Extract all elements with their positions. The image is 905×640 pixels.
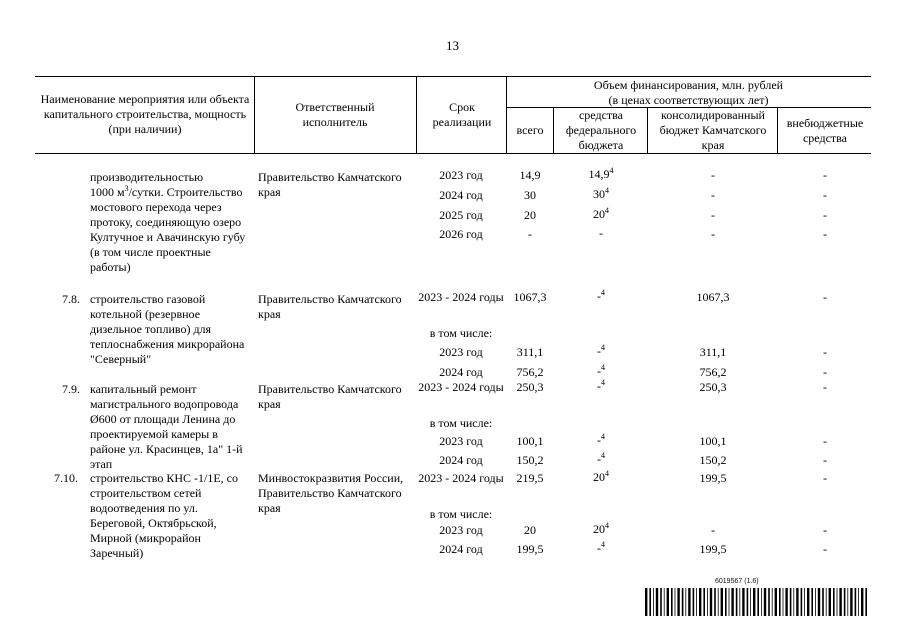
consolidated-cell-value: 150,2 [699,453,727,467]
term-cell-value: 2024 год [439,188,483,202]
barcode-bar [822,588,824,616]
total-cell-value: 20 [524,523,536,537]
term-cell [418,290,504,305]
consolidated-cell-value: - [711,168,715,182]
barcode-bar [783,588,784,616]
barcode-label: 6019567 (1.6) [715,578,759,585]
barcode-bar [837,588,838,616]
barcode-bar [707,588,708,616]
consolidated-cell-value: 756,2 [699,365,727,379]
superscript: 4 [601,343,605,352]
total-cell [507,208,553,223]
row-name-part: 1000 м [90,185,125,199]
federal-cell [556,167,646,182]
consolidated-cell-value: 199,5 [699,542,727,556]
consolidated-cell-value: 311,1 [699,345,727,359]
header-extrabudget: внебюджетные средства [786,116,864,145]
extrabudget-cell-value: - [823,208,827,222]
term-cell [418,453,504,468]
term-cell [418,168,504,183]
barcode-bar [847,588,848,616]
term-cell [418,542,504,557]
header-name: Наименование мероприятия или объекта капитального строительства, мощность (при наличии) [40,92,250,136]
barcode-bar [768,588,770,616]
header-vline-1 [254,76,255,154]
term-cell-value: в том числе: [429,416,493,430]
term-cell [418,227,504,242]
superscript: 4 [601,363,605,372]
extrabudget-cell-value: - [823,168,827,182]
extrabudget-cell-value: - [823,434,827,448]
consolidated-cell [650,380,776,395]
barcode-bar [796,588,798,616]
federal-cell [556,522,646,537]
term-cell-value: 2023 год [439,523,483,537]
barcode-bar [731,588,733,616]
row-name: капитальный ремонт магистрального водопровода Ø600 от площади Ленина до проектируемой камеры в районе ул. Красинцев, 1а" 1-й этап [90,382,243,471]
term-cell-value: 2024 год [439,453,483,467]
superscript: 4 [605,186,609,195]
barcode-bar [850,588,852,616]
term-cell [418,188,504,203]
term-cell [418,416,504,431]
total-cell [507,542,553,557]
table-top-border [35,76,871,77]
barcode-bar [839,588,841,616]
row-name-part: Строительство мостового перехода через протоку, соединяющую озеро Култучное и Авачинскую губу (в том числе проектные работы) [90,185,246,274]
extrabudget-cell-value: - [823,365,827,379]
total-cell-value: - [528,227,532,241]
term-cell-value: 2024 год [439,365,483,379]
consolidated-cell-value: 1067,3 [696,290,730,304]
total-cell-value: 150,2 [516,453,544,467]
barcode-bar [833,588,835,616]
row-name: строительство КНС -1/1Е, со строительством сетей водоотведения по ул. Береговой, Октябрьской, Мирной (микрорайон Заречный) [90,471,238,560]
term-cell-value: 2023 год [439,434,483,448]
federal-cell-value: - [597,364,601,378]
row-name-part: /сутки. [128,185,164,199]
extrabudget-cell-value: - [823,227,827,241]
barcode-bar [718,588,719,616]
row-name [90,170,250,275]
term-cell [418,523,504,538]
consolidated-cell-value: 100,1 [699,434,727,448]
header-total: всего [516,123,544,137]
header-responsible: Ответственный исполнитель [295,100,375,129]
term-cell [418,380,504,395]
term-cell-value: 2024 год [439,542,483,556]
federal-cell-value: - [597,379,601,393]
header-finance-line1: Объем финансирования, млн. рублей [593,78,784,92]
extrabudget-cell [780,290,870,305]
table-header-bottom-border [35,153,871,154]
total-cell [507,345,553,360]
barcode-bar [829,588,831,616]
term-cell-value: 2023 год [439,168,483,182]
federal-cell-value: - [597,452,601,466]
row-name-part: производительностью [90,170,204,184]
federal-cell [556,344,646,359]
header-finance-line2: (в ценах соответствующих лет) [608,93,769,107]
extrabudget-cell [780,453,870,468]
total-cell [507,380,553,395]
term-cell [418,434,504,449]
extrabudget-cell [780,542,870,557]
barcode-bar [753,588,755,616]
barcode-bar [742,588,744,616]
superscript: 4 [609,166,614,175]
extrabudget-cell-value: - [823,188,827,202]
barcode-bar [688,588,690,616]
consolidated-cell [650,471,776,486]
federal-cell-value: - [597,344,601,358]
federal-cell [556,470,646,485]
extrabudget-cell-value: - [823,523,827,537]
superscript: 4 [605,206,609,215]
total-cell-value: 756,2 [516,365,544,379]
barcode-bar [710,588,712,616]
header-vline-2 [416,76,417,154]
term-cell-value: 2025 год [439,208,483,222]
federal-cell-value: 30 [593,187,605,201]
consolidated-cell [650,290,776,305]
term-cell-value: 2023 - 2024 годы [418,471,504,485]
consolidated-cell [650,453,776,468]
consolidated-cell [650,208,776,223]
barcode-bar [675,588,676,616]
barcode-bar [664,588,665,616]
barcode-bar [865,588,867,616]
consolidated-cell [650,168,776,183]
extrabudget-cell-value: - [823,453,827,467]
row-number: 7.8. [62,292,80,306]
barcode-bar [736,588,738,616]
barcode-bar [653,588,654,616]
barcode-bar [729,588,730,616]
barcode-bar [682,588,684,616]
barcode-bar [699,588,701,616]
extrabudget-cell-value: - [823,380,827,394]
barcode-bar [775,588,777,616]
federal-cell [556,379,646,394]
consolidated-cell [650,434,776,449]
federal-cell [556,207,646,222]
federal-cell [556,433,646,448]
federal-cell [556,452,646,467]
superscript: 4 [605,469,609,478]
term-cell [418,345,504,360]
consolidated-cell [650,188,776,203]
superscript: 4 [601,288,605,297]
consolidated-cell [650,345,776,360]
federal-cell-value: 14,9 [588,167,610,181]
barcode-bar [703,588,705,616]
extrabudget-cell-value: - [823,345,827,359]
header-vline-6 [777,107,778,154]
consolidated-cell-value: - [711,227,715,241]
consolidated-cell-value: 250,3 [699,380,727,394]
row-number: 7.10. [54,471,78,485]
barcode-bar [649,588,651,616]
federal-cell-value: - [597,541,601,555]
superscript: 4 [601,378,605,387]
consolidated-cell-value: - [711,523,715,537]
total-cell [507,365,553,380]
superscript: 4 [601,540,605,549]
barcode-bar [725,588,727,616]
superscript: 3 [124,184,129,193]
extrabudget-cell-value: - [823,471,827,485]
consolidated-cell [650,227,776,242]
total-cell [507,227,553,242]
total-cell [507,188,553,203]
extrabudget-cell [780,523,870,538]
superscript: 4 [605,521,609,530]
extrabudget-cell [780,380,870,395]
total-cell-value: 100,1 [516,434,544,448]
term-cell [418,326,504,341]
row-responsible: Минвостокразвития России, Правительство Камчатского края [258,471,404,515]
barcode-bar [772,588,773,616]
consolidated-cell [650,542,776,557]
extrabudget-cell [780,188,870,203]
row-responsible: Правительство Камчатского края [258,382,402,411]
barcode-bar [861,588,863,616]
extrabudget-cell [780,208,870,223]
total-cell-value: 1067,3 [513,290,547,304]
barcode-bar [677,588,679,616]
total-cell [507,453,553,468]
term-cell-value: 2026 год [439,227,483,241]
barcode-bar [815,588,816,616]
barcode-bar [804,588,805,616]
extrabudget-cell [780,227,870,242]
extrabudget-cell [780,434,870,449]
total-cell [507,434,553,449]
barcode-bar [761,588,762,616]
barcode-bar [793,588,794,616]
federal-cell [556,226,646,241]
barcode-bar [714,588,716,616]
federal-cell-value: 20 [593,470,605,484]
extrabudget-cell-value: - [823,290,827,304]
row-responsible: Правительство Камчатского края [258,170,402,199]
page-number: 13 [446,38,459,53]
extrabudget-cell-value: - [823,542,827,556]
total-cell-value: 14,9 [519,168,541,182]
superscript: 4 [601,451,605,460]
federal-cell-value: 20 [593,522,605,536]
barcode-bar [779,588,781,616]
barcode-bar [696,588,697,616]
header-consolidated: консолидированный бюджет Камчатского края [659,108,767,152]
extrabudget-cell [780,168,870,183]
barcode-bar [667,588,669,616]
total-cell [507,471,553,486]
barcode-bar [750,588,751,616]
term-cell-value: в том числе: [429,507,493,521]
barcode-bar [818,588,820,616]
barcode-icon [645,588,871,616]
consolidated-cell [650,365,776,380]
total-cell-value: 311,1 [516,345,544,359]
term-cell-value: 2023 год [439,345,483,359]
superscript: 4 [601,432,605,441]
federal-cell-value: 20 [593,207,605,221]
total-cell-value: 20 [524,208,536,222]
total-cell-value: 30 [524,188,536,202]
barcode-bar [790,588,792,616]
barcode-bar [858,588,859,616]
total-cell [507,290,553,305]
federal-cell [556,541,646,556]
consolidated-cell-value: - [711,188,715,202]
term-cell-value: 2023 - 2024 годы [418,380,504,394]
barcode-bar [826,588,827,616]
barcode-bar [801,588,803,616]
extrabudget-cell [780,345,870,360]
term-cell-value: в том числе: [429,326,493,340]
barcode-bar [785,588,787,616]
federal-cell-value: - [597,433,601,447]
row-name: строительство газовой котельной (резервное дизельное топливо) для теплоснабжения микрорайона "Северный" [90,292,245,366]
barcode-bar [721,588,723,616]
barcode-bar [739,588,740,616]
header-federal: средства федерального бюджета [565,108,637,152]
barcode-bar [844,588,846,616]
total-cell-value: 219,5 [516,471,544,485]
consolidated-cell [650,523,776,538]
row-responsible: Правительство Камчатского края [258,292,402,321]
barcode-bar [747,588,749,616]
barcode-bar [671,588,673,616]
header-vline-5 [647,107,648,154]
consolidated-cell-value: 199,5 [699,471,727,485]
federal-cell-value: - [599,226,603,240]
header-vline-4 [553,107,554,154]
total-cell-value: 250,3 [516,380,544,394]
term-cell [418,507,504,522]
barcode-bar [660,588,662,616]
total-cell [507,168,553,183]
header-term: Срок реализации [432,100,492,129]
barcode-bar [685,588,686,616]
federal-cell [556,364,646,379]
barcode-bar [811,588,813,616]
extrabudget-cell [780,365,870,380]
barcode-bar [656,588,658,616]
barcode-bar [855,588,857,616]
extrabudget-cell [780,471,870,486]
barcode-bar [645,588,647,616]
federal-cell-value: - [597,289,601,303]
term-cell-value: 2023 - 2024 годы [418,290,504,304]
total-cell [507,523,553,538]
row-number: 7.9. [62,382,80,396]
barcode-bar [764,588,766,616]
barcode-bar [807,588,809,616]
term-cell [418,208,504,223]
consolidated-cell-value: - [711,208,715,222]
barcode-bar [757,588,759,616]
total-cell-value: 199,5 [516,542,544,556]
federal-cell [556,289,646,304]
term-cell [418,365,504,380]
barcode-bar [693,588,695,616]
term-cell [418,471,504,486]
federal-cell [556,187,646,202]
